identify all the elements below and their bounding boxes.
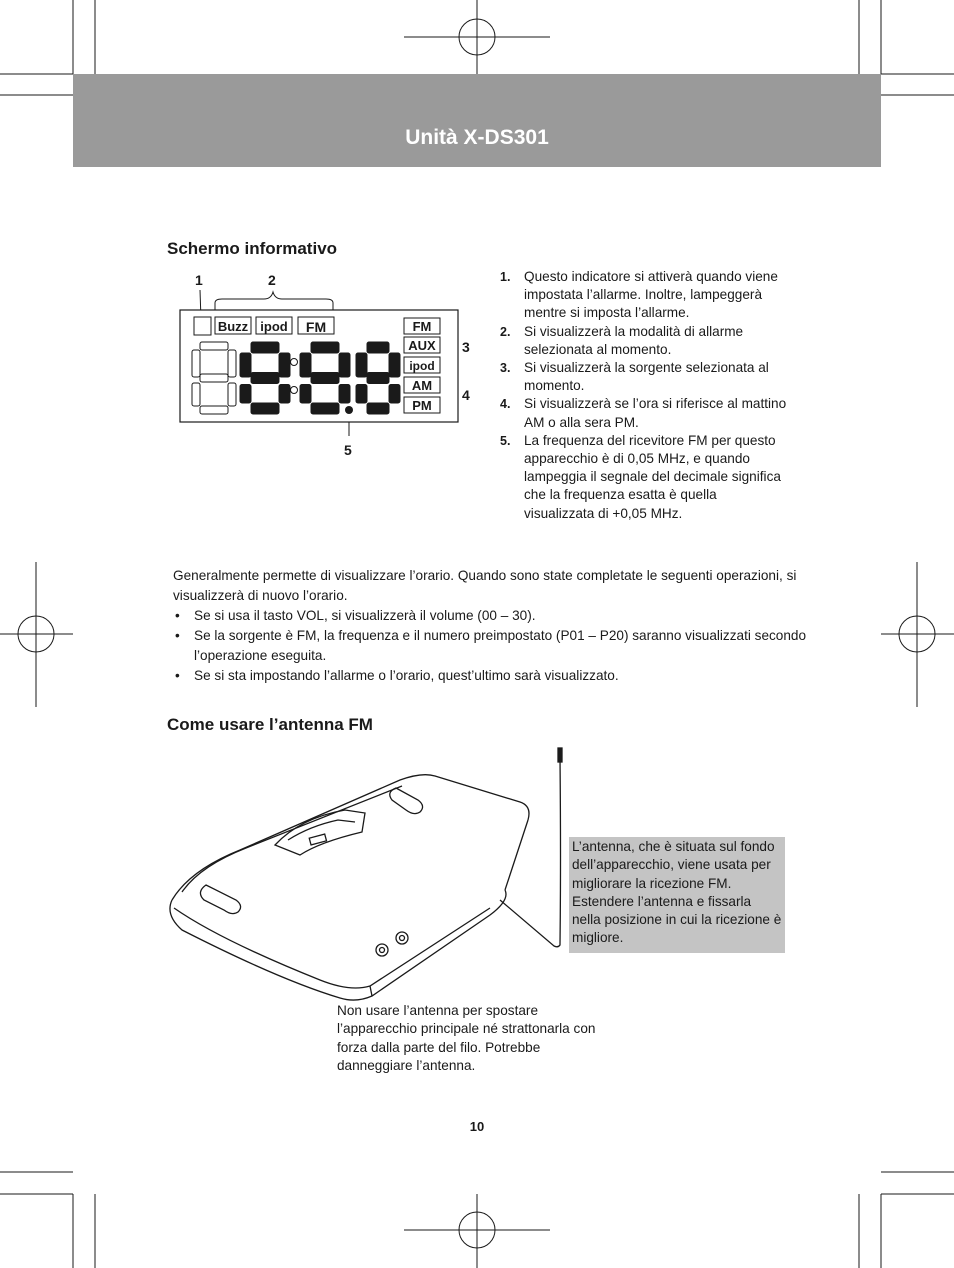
label-ipod-right: ipod [409,359,435,373]
bullet-item: • Se la sorgente è FM, la frequenza e il numero preimpostato (P01 – P20) saranno visualizzati secondo l’operazione eseguita. [175,628,807,663]
intro-paragraph: Generalmente permette di visualizzare l’orario. Quando sono state completate le seguenti operazioni, si visualizzerà di nuovo l’orario. [173,568,797,603]
lcd-display-diagram [170,268,490,463]
callout-4: 4 [462,387,470,403]
list-item: 2. Si visualizzerà la modalità di allarme selezionata al momento. [500,323,744,357]
numbered-list [500,268,790,523]
label-pm: PM [412,398,432,413]
bullet-list [173,606,813,686]
label-ipod: ipod [260,319,288,334]
page-number: 10 [469,1119,485,1134]
list-item: 5. La frequenza del ricevitore FM per questo apparecchio è di 0,05 MHz, e quando lampeggia il segnale del decimale significa che la frequenza esatta è quella visualizzata di +0,05 MHz. [500,432,781,521]
label-aux: AUX [408,338,436,353]
label-buzz: Buzz [217,319,249,334]
callout-1: 1 [195,272,203,288]
label-fm-right: FM [412,319,432,334]
section-title-display: Schermo informativo [167,239,338,258]
list-item: 1. Questo indicatore si attiverà quando viene impostata l’allarme. Inoltre, lampeggerà mentre si imposta l’allarme. [500,269,778,321]
label-fm-left: FM [305,319,327,335]
header-band [73,74,881,167]
device-illustration [160,740,580,1010]
label-am: AM [411,378,433,393]
callout-2: 2 [268,272,276,288]
page-title: Unità X-DS301 [405,126,549,149]
antenna-note: Non usare l’antenna per spostare l’apparecchio principale né strattonarla con forza dalla parte del filo. Potrebbe danneggiare l’antenna. [337,1003,596,1073]
callout-5: 5 [344,442,352,458]
list-item: 3. Si visualizzerà la sorgente selezionata al momento. [500,360,769,394]
antenna-callout: L’antenna, che è situata sul fondo dell’apparecchio, viene usata per migliorare la ricezione FM. Estendere l’antenna e fissarla nella posizione in cui la ricezione è migliore. [569,837,785,953]
bullet-item: • Se si sta impostando l’allarme o l’orario, quest’ultimo sarà visualizzato. [175,668,619,683]
list-item: 4. Si visualizzerà se l’ora si riferisce al mattino AM o alla sera PM. [500,396,787,430]
bullet-item: • Se si usa il tasto VOL, si visualizzerà il volume (00 – 30). [175,608,536,623]
section-title-antenna: Come usare l’antenna FM [167,715,373,734]
callout-3: 3 [462,339,470,355]
